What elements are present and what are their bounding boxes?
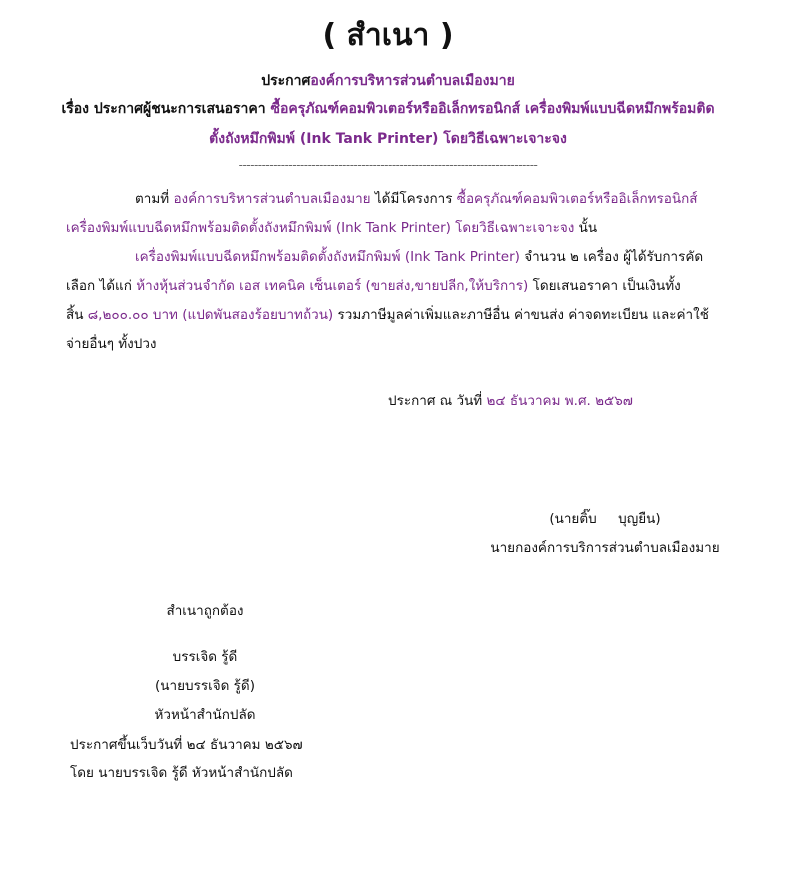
document-title: ( สำเนา ) (322, 18, 454, 53)
header-prefix: ประกาศ (261, 73, 311, 89)
header-line-1 (0, 70, 776, 92)
paragraph2-line3 (66, 303, 709, 325)
p1-org: องค์การบริหารส่วนตำบลเมืองมาย (173, 191, 371, 207)
p2-l2-suffix: โดยเสนอราคา เป็นเงินทั้ง (532, 278, 681, 294)
subject-project-2: ตั้งถังหมึกพิมพ์ (Ink Tank Printer) โดยวิธีเฉพาะเจาะจง (209, 131, 567, 147)
p1-prefix: ตามที่ (135, 191, 170, 207)
separator: ------------------------------------------------------------------------------ (238, 158, 538, 172)
p2-vendor: ห้างหุ้นส่วนจำกัด เอส เทคนิค เซ็นเตอร์ (ขายส่ง,ขายปลีก,ให้บริการ) (136, 278, 529, 294)
p2-amount: ๘,๒๐๐.๐๐ บาท (แปดพันสองร้อยบาทถ้วน) (87, 307, 334, 323)
paragraph2-line2 (66, 274, 681, 296)
announce-prefix: ประกาศ ณ วันที่ (388, 393, 483, 409)
p1-project-1: ซื้อครุภัณฑ์คอมพิวเตอร์หรืออิเล็กทรอนิกส์ (456, 191, 698, 207)
p2-l2-prefix: เลือก ได้แก่ (66, 278, 132, 294)
certify-signer: บรรเจิด รู้ดี (172, 649, 238, 665)
paragraph1-line2 (66, 216, 597, 238)
p1-mid: ได้มีโครงการ (374, 191, 453, 207)
p2-selected: ผู้ได้รับการคัด (623, 249, 704, 265)
posted-date: ประกาศขึ้นเว็บวันที่ ๒๔ ธันวาคม ๒๕๖๗ (70, 737, 303, 753)
announce-date-value: ๒๔ ธันวาคม พ.ศ. ๒๕๖๗ (486, 393, 633, 409)
signer-position: นายกองค์การบริการส่วนตำบลเมืองมาย (490, 540, 720, 556)
certify-position: หัวหน้าสำนักปลัด (154, 707, 256, 723)
p2-qty: จำนวน ๒ เครื่อง (524, 249, 619, 265)
header-org: องค์การบริหารส่วนตำบลเมืองมาย (310, 73, 515, 89)
announce-date (388, 389, 633, 411)
p1-project-2: เครื่องพิมพ์แบบฉีดหมึกพร้อมติดตั้งถังหมึกพิมพ์ (Ink Tank Printer) โดยวิธีเฉพาะเจาะจง (66, 220, 575, 236)
paragraph2-line4: จ่ายอื่นๆ ทั้งปวง (66, 336, 157, 352)
certify-signer-full: (นายบรรเจิด รู้ดี) (155, 678, 255, 694)
header-line-2 (0, 98, 776, 120)
posted-by: โดย นายบรรเจิด รู้ดี หัวหน้าสำนักปลัด (70, 765, 293, 781)
p2-item: เครื่องพิมพ์แบบฉีดหมึกพร้อมติดตั้งถังหมึกพิมพ์ (Ink Tank Printer) (135, 249, 520, 265)
subject-prefix: เรื่อง ประกาศผู้ชนะการเสนอราคา (61, 101, 266, 117)
paragraph1-line1 (135, 187, 698, 209)
paragraph2-line1 (135, 245, 703, 267)
signer-name: (นายติ๊บ บุญยืน) (549, 511, 661, 527)
p1-suffix: นั้น (578, 220, 598, 236)
certify-label: สำเนาถูกต้อง (166, 603, 244, 619)
p2-l3-suffix: รวมภาษีมูลค่าเพิ่มและภาษีอื่น ค่าขนส่ง ค่าจดทะเบียน และค่าใช้ (337, 307, 709, 323)
header-line-3 (0, 128, 776, 150)
p2-l3-prefix: สิ้น (66, 307, 84, 323)
subject-project-1: ซื้อครุภัณฑ์คอมพิวเตอร์หรืออิเล็กทรอนิกส์ เครื่องพิมพ์แบบฉีดหมึกพร้อมติด (270, 101, 715, 117)
